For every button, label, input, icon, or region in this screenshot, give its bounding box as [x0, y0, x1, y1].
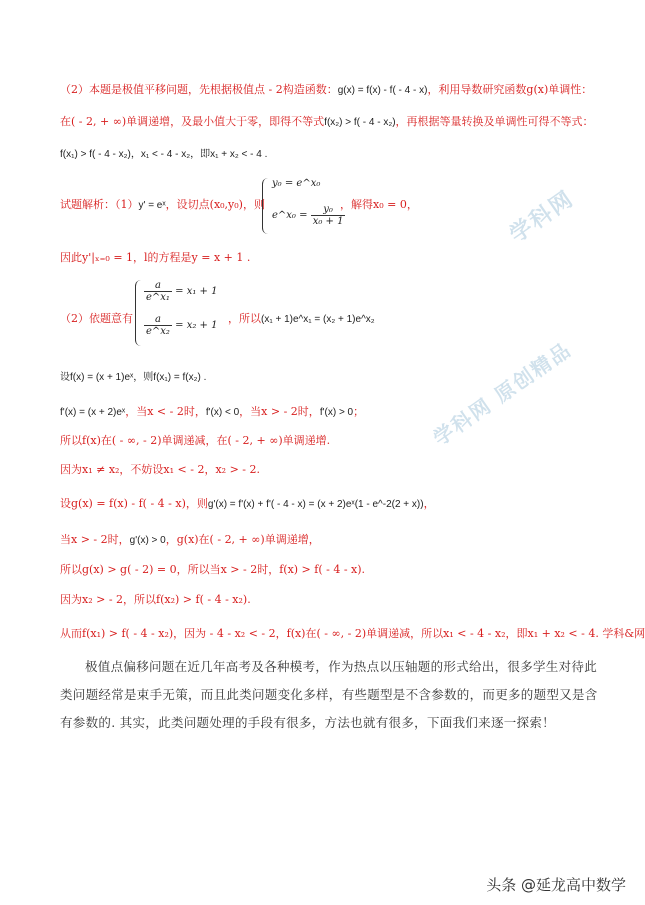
- fraction-numerator: a: [144, 280, 172, 292]
- so-text: ，所以: [228, 312, 261, 325]
- analysis-text: （2）本题是极值平移问题，先根据极值点 - 2构造函数：: [60, 83, 338, 96]
- equality-expr: (x₁ + 1)e^x₁ = (x₂ + 1)e^x₂: [261, 314, 375, 325]
- fprime-negative: f'(x) < 0: [205, 407, 240, 418]
- comma: ，: [423, 497, 435, 510]
- analysis-line-2: [60, 114, 610, 131]
- intro-paragraph: 极值点偏移问题在近几年高考及各种模考，作为热点以压轴题的形式给出，很多学生对待此类问题经常是束手无策，而且此类问题变化多样，有些题型是不含参数的，而更多的题型又是含有参数的. 其实，此类问题处理的手段有很多，方法也就有很多，下面我们来逐一探索！: [60, 659, 598, 730]
- fraction-denominator: e^x₂: [146, 326, 170, 337]
- system2-fraction-2: [144, 314, 172, 337]
- fraction-denominator: e^x₁: [146, 292, 170, 303]
- when-text: ，当x < - 2时，: [125, 405, 206, 418]
- solution-line-3b: [228, 311, 610, 328]
- solution-line-12: [60, 626, 645, 642]
- system2-eq1-right: = x₁ + 1: [175, 286, 218, 297]
- solution-line-9: [60, 532, 610, 549]
- when-text-3: 当x > - 2时，: [60, 533, 130, 546]
- fraction-denominator: x₀ + 1: [312, 216, 344, 227]
- system1-eq2-left: e^x₀ =: [272, 210, 308, 221]
- inequality-expr: f(x₂) > f( - 4 - x₂): [324, 117, 396, 128]
- analysis-line-1: [60, 82, 610, 99]
- analysis-text: ，再根据等量转换及单调性可得不等式：: [395, 115, 594, 128]
- solution-line-3: （2）依题意有: [60, 312, 133, 325]
- when-text-2: ，当x > - 2时，: [239, 405, 320, 418]
- system-brace-2: [135, 280, 141, 346]
- solution-line-4: 设f(x) = (x + 1)eˣ，则f(x₁) = f(x₂) .: [60, 372, 207, 383]
- system2-eq1: [144, 280, 217, 303]
- system2-eq2: [144, 314, 217, 337]
- system-brace-1: [262, 178, 268, 234]
- analysis-text: 在( - 2, + ∞)单调递增，及最小值大于零，即得不等式: [60, 115, 325, 128]
- fraction-numerator: a: [144, 314, 172, 326]
- g-function-def: g(x) = f(x) - f( - 4 - x): [337, 85, 428, 96]
- watermark-xuekewang: 学科网: [505, 186, 579, 249]
- system1-eq1: y₀ = e^x₀: [272, 178, 321, 189]
- solution-line-5: [60, 404, 610, 421]
- system2-fraction-1: [144, 280, 172, 303]
- system1-eq2: [272, 204, 345, 227]
- solution-label: 试题解析：（1）: [60, 198, 139, 211]
- watermark-xuekewang-2: 学科网 原创精品: [428, 337, 576, 451]
- g-def-text: 设g(x) = f(x) - f( - 4 - x)，则: [60, 497, 208, 510]
- fprime-expr: f'(x) = (x + 2)eˣ: [60, 407, 126, 418]
- system2-eq2-right: = x₂ + 1: [175, 320, 218, 331]
- tangent-text: ，设切点(x₀,y₀)，则: [165, 198, 265, 211]
- solution-line-7: 因为x₁ ≠ x₂，不妨设x₁ < - 2，x₂ > - 2.: [60, 463, 261, 476]
- fraction-numerator: y₀: [311, 204, 346, 216]
- solution-line-11: 因为x₂ > - 2，所以f(x₂) > f( - 4 - x₂).: [60, 593, 251, 606]
- analysis-line-3: f(x₁) > f( - 4 - x₂)，x₁ < - 4 - x₂，即x₁ + x₂ < - 4 .: [60, 149, 268, 160]
- solution-line-10: 所以g(x) > g( - 2) = 0，所以当x > - 2时，f(x) > f( - 4 - x).: [60, 563, 366, 576]
- derivative-expr: y' = eˣ: [138, 200, 166, 211]
- solution-line-8: [60, 496, 610, 513]
- source-tag: 学科&网: [602, 627, 645, 640]
- increasing-text: ，g(x)在( - 2, + ∞)单调递增，: [165, 533, 320, 546]
- semicolon: ；: [353, 405, 365, 418]
- gprime-expr: g'(x) = f'(x) + f'( - 4 - x) = (x + 2)eˣ(1 - e^-2(2 + x)): [207, 499, 424, 510]
- solution-line-2: 因此y'|ₓ₌₀ = 1，l的方程是y = x + 1 .: [60, 251, 251, 264]
- fprime-positive: f'(x) > 0: [319, 407, 354, 418]
- footer-watermark: 头条 @延龙高中数学: [486, 876, 626, 894]
- solution-line-6: 所以f(x)在( - ∞, - 2)单调递减，在( - 2, + ∞)单调递增.: [60, 434, 331, 447]
- analysis-text: ，利用导数研究函数g(x)单调性：: [427, 83, 593, 96]
- conclusion-text: 从而f(x₁) > f( - 4 - x₂)，因为 - 4 - x₂ < - 2，f(x)在( - ∞, - 2)单调递减，所以x₁ < - 4 - x₂，即x₁ + x₂ < - 4.: [60, 627, 599, 640]
- solution-result: ，解得x₀ = 0，: [340, 198, 418, 211]
- gprime-positive: g'(x) > 0: [129, 535, 166, 546]
